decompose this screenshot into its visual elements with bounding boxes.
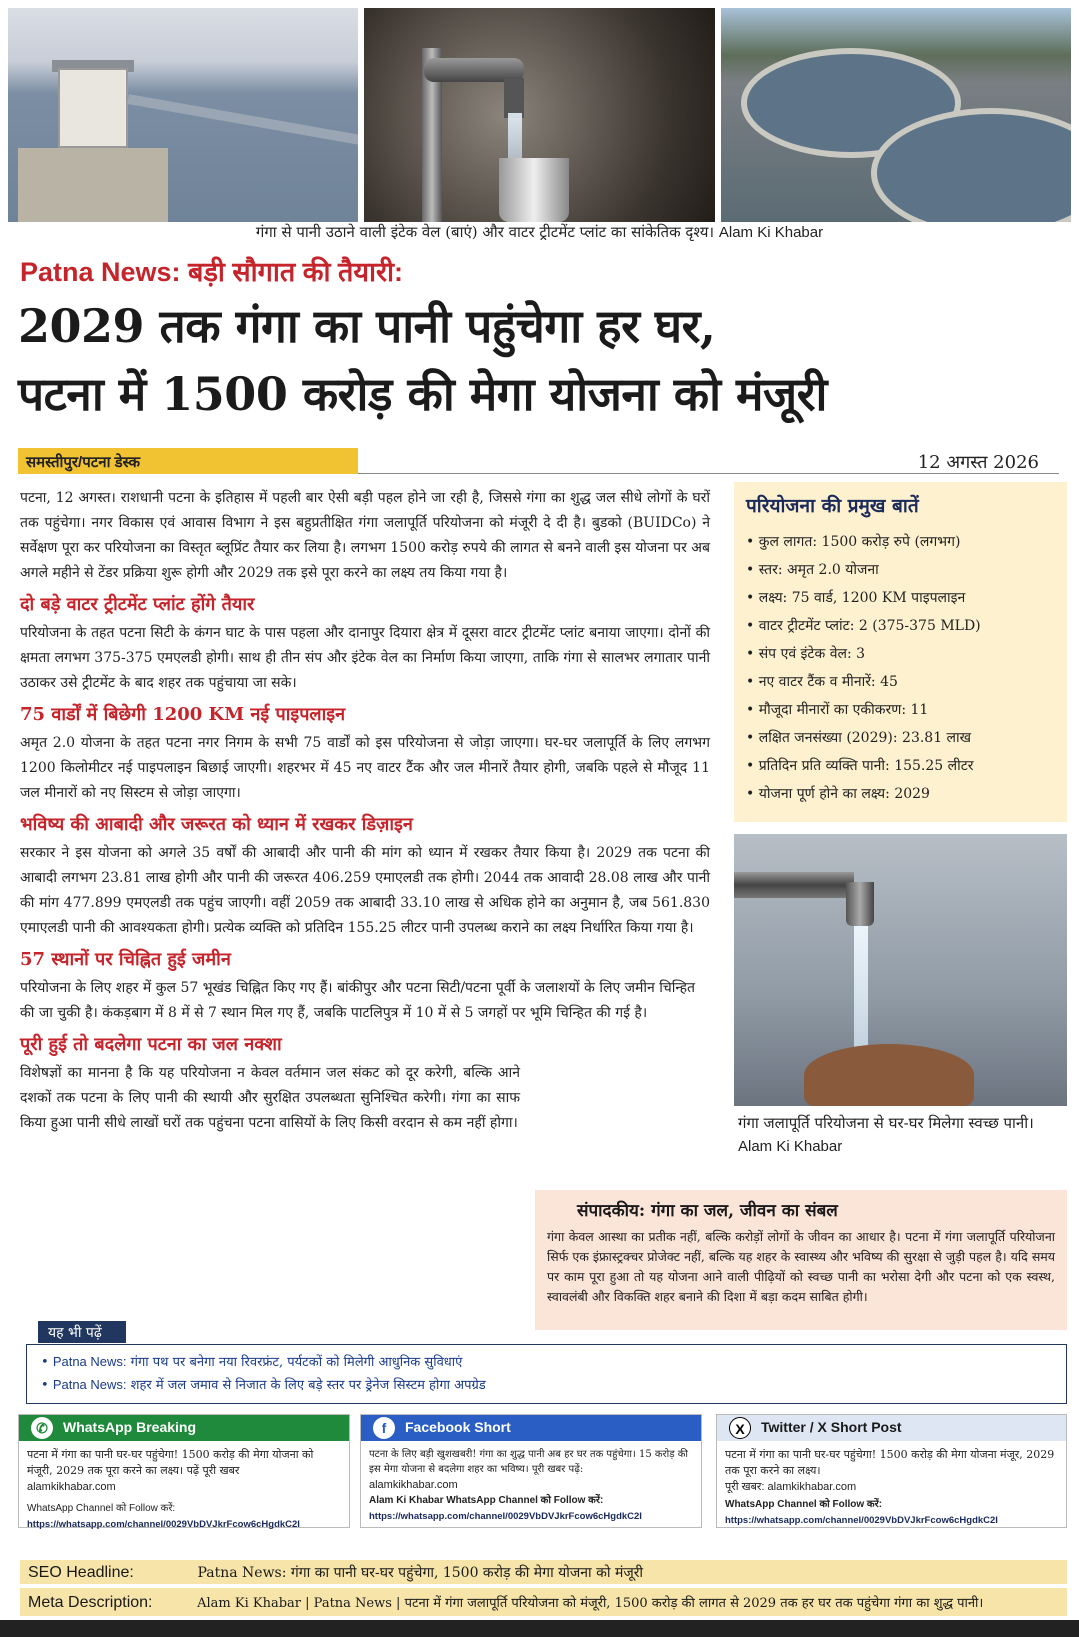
highlight-item: • नए वाटर टैंक व मीनारें: 45: [746, 668, 1055, 696]
section-heading: पूरी हुई तो बदलेगा पटना का जल नक्शा: [20, 1034, 282, 1055]
tap-water-photo: [364, 8, 714, 222]
x-icon: X: [729, 1417, 751, 1439]
link-prefix: Patna News:: [52, 1377, 127, 1392]
article-paragraph: अमृत 2.0 योजना के तहत पटना नगर निगम के सभी 75 वार्डों को इस परियोजना से जोड़ा जाएगा। घर-घर जलापूर्ति के लिए लगभग 1200 किलोमीटर नई पाइपलाइन बिछाई जाएगी। शहरभर में 45 नए वाटर टैंक और जल मीनारें तैयार होगी, जबकि पहले से मौजूद 11 जल मीनारों को नए सिस्टम से जोड़ा जाएगा।: [20, 735, 710, 801]
caption-text: गंगा से पानी उठाने वाली इंटेक वेल (बाएं) और वाटर ट्रीटमेंट प्लांट का सांकेतिक दृश्य।: [255, 223, 715, 241]
card-title: Twitter / X Short Post: [761, 1419, 902, 1435]
editorial-box: [535, 1190, 1067, 1330]
meta-text: Alam Ki Khabar | Patna News | पटना में गंगा जलापूर्ति परियोजना को मंजूरी, 1500 करोड़ की लागत से 2029 तक हर घर तक पहुंचेगा गंगा का शुद्ध पानी।: [197, 1596, 984, 1611]
also-read-link[interactable]: • Patna News: शहर में जल जमाव से निजात के लिए बड़े स्तर पर ड्रेनेज सिस्टम होगा अपग्रेड: [41, 1377, 486, 1393]
seo-headline-bar: [20, 1560, 1067, 1584]
facebook-card: [360, 1414, 702, 1528]
highlights-box: [734, 482, 1067, 822]
top-photo-caption: [0, 222, 1079, 244]
highlight-item: • लक्ष्य: 75 वार्ड, 1200 KM पाइपलाइन: [746, 584, 1055, 612]
facebook-icon: f: [373, 1417, 395, 1439]
article-intro: पटना, 12 अगस्त। राशधानी पटना के इतिहास में पहली बार ऐसी बड़ी पहल होने जा रही है, जिससे गंगा का शुद्ध जल सीधे लोगों के घरों तक पहुंचेगा। नगर विकास एवं आवास विभाग ने इस बहुप्रतीक्षित गंगा जलापूर्ति परियोजना को मंजूरी दे दी है। बुडको (BUIDCo) ने सर्वेक्षण पूरा कर परियोजना का विस्तृत ब्लूप्रिंट तैयार कर लिया है। लगभग 1500 करोड़ रुपये की लागत से बनने वाली इस योजना पर अब अगले महीने से टेंडर प्रक्रिया शुरू होगी और 2029 तक इसे पूरा करने का लक्ष्य तय किया गया है।: [20, 490, 710, 581]
also-read-box: [26, 1344, 1067, 1404]
headline: [18, 292, 1068, 428]
highlight-item: • लक्षित जनसंख्या (2029): 23.81 लाख: [746, 724, 1055, 752]
twitter-card: [716, 1414, 1067, 1528]
card-title: WhatsApp Breaking: [63, 1419, 197, 1435]
whatsapp-card: [18, 1414, 350, 1528]
card-title: Facebook Short: [405, 1419, 511, 1435]
card-link[interactable]: alamkikhabar.com: [369, 1479, 458, 1491]
link-text: शहर में जल जमाव से निजात के लिए बड़े स्तर पर ड्रेनेज सिस्टम होगा अपग्रेड: [130, 1378, 486, 1393]
article-paragraph: सरकार ने इस योजना को अगले 35 वर्षों की आबादी और पानी की मांग को ध्यान में रखकर तैयार किया है। 2029 तक पटना की आबादी लगभग 23.81 लाख होगी और पानी की जरूरत 406.259 एमाएलडी तक होगी। 2044 तक आवादी 28.08 लाख और पानी की मांग 477.899 एमएलडी तक पहुंच जाएगी। वहीं 2059 तक आबादी 33.10 लाख से अधिक होने का अनुमान है, जब 561.830 एमाएलडी पानी की आवश्यकता होगी। प्रत्येक व्यक्ति को प्रतिदिन 155.25 लीटर पानी उपलब्ध कराने का लक्ष्य निर्धारित किया गया है।: [20, 845, 710, 936]
follow-text: WhatsApp Channel को Follow करें:: [725, 1499, 883, 1510]
also-read-link[interactable]: • Patna News: गंगा पथ पर बनेगा नया रिवरफ्रंट, पर्यटकों को मिलेगी आधुनिक सुविधाएं: [41, 1354, 463, 1370]
hands-water-photo: [734, 834, 1067, 1106]
channel-url[interactable]: https://whatsapp.com/channel/0029VbDVJkrFcow6cHgdkC2I: [27, 1519, 300, 1530]
highlight-item: • प्रतिदिन प्रति व्यक्ति पानी: 155.25 लीटर: [746, 752, 1055, 780]
highlight-item: • वाटर ट्रीटमेंट प्लांट: 2 (375-375 MLD): [746, 612, 1055, 640]
twitter-header: [717, 1415, 1066, 1441]
article-paragraph: परियोजना के लिए शहर में कुल 57 भूखंड चिह्नित किए गए हैं। बांकीपुर और पटना सिटी/पटना पूर्वी के जलाशयों के लिए जमीन चिन्हित की जा चुकी है। कंकड़बाग में 8 में से 7 स्थान मिल गए हैं, जबकि पाटलिपुत्र में 10 में से 5 जगहों पर भूमि चिन्हित की गई है।: [20, 980, 695, 1021]
kicker: Patna News: बड़ी सौगात की तैयारी:: [20, 257, 404, 287]
whatsapp-icon: ✆: [31, 1417, 53, 1439]
section-heading: 57 स्थानों पर चिह्नित हुई जमीन: [20, 949, 231, 970]
link-text: गंगा पथ पर बनेगा नया रिवरफ्रंट, पर्यटकों को मिलेगी आधुनिक सुविधाएं: [130, 1355, 463, 1370]
card-text: पटना में गंगा का पानी घर-घर पहुंचेगा! 1500 करोड़ की मेगा योजना को मंजूरी, 2029 तक पूरा करने का लक्ष्य। पढ़ें पूरी खबर: [27, 1448, 314, 1477]
editorial-title: संपादकीय: गंगा का जल, जीवन का संबल: [577, 1201, 838, 1221]
top-photo-strip: [8, 8, 1071, 222]
article-body: [20, 486, 710, 1142]
follow-text: Alam Ki Khabar WhatsApp Channel को Follow करें:: [369, 1495, 604, 1506]
intake-well-photo: [8, 8, 358, 222]
channel-url[interactable]: https://whatsapp.com/channel/0029VbDVJkrFcow6cHgdkC2I: [369, 1511, 642, 1522]
article-paragraph: परियोजना के तहत पटना सिटी के कंगन घाट के पास पहला और दानापुर दियारा क्षेत्र में दूसरा वाटर ट्रीटमेंट प्लांट बनाया जाएगा। दोनों की क्षमता लगभग 375-375 एमएलडी होगी। साथ ही तीन संप और इंटेक वेल का निर्माण किया जाएगा, ताकि गंगा से सालभर लगातार पानी उठाकर उसे ट्रीटमेंट के बाद शहर तक पहुंचाया जा सके।: [20, 625, 710, 691]
card-text: पटना के लिए बड़ी खुशखबरी! गंगा का शुद्ध पानी अब हर घर तक पहुंचेगा। 15 करोड़ की इस मेगा योजना से बदलेगा शहर का भविष्य। पूरी खबर पढ़ें:: [369, 1449, 689, 1475]
bottom-bar: [0, 1620, 1079, 1637]
treatment-plant-photo: [721, 8, 1071, 222]
highlight-item: • कुल लागत: 1500 करोड़ रुपे (लगभग): [746, 528, 1055, 556]
headline-line-2: पटना में 1500 करोड़ की मेगा योजना को मंजूरी: [18, 367, 827, 421]
highlights-title: परियोजना की प्रमुख बातें: [746, 495, 919, 517]
card-text: पटना में गंगा का पानी घर-घर पहुंचेगा! 1500 करोड़ की मेगा योजना मंजूर, 2029 तक पूरा करने का लक्ष्य।: [725, 1448, 1055, 1477]
meta-description-bar: [20, 1588, 1067, 1616]
card-link[interactable]: alamkikhabar.com: [27, 1481, 116, 1493]
article-paragraph: विशेषज्ञों का मानना है कि यह परियोजना न केवल वर्तमान जल संकट को दूर करेगी, बल्कि आने दशकों तक पटना के लिए पानी की स्थायी और सुरक्षित उपलब्धता सुनिश्चित करेगी। गंगा का साफ किया हुआ पानी सीधे लाखों घरों तक पहुंचना पटना वासियों के लिए किसी वरदान से कम नहीं होगा।: [20, 1065, 520, 1131]
follow-text: WhatsApp Channel को Follow करें:: [27, 1503, 176, 1514]
channel-url[interactable]: https://whatsapp.com/channel/0029VbDVJkrFcow6cHgdkC2I: [725, 1515, 998, 1526]
editorial-text: गंगा केवल आस्था का प्रतीक नहीं, बल्कि करोड़ों लोगों के जीवन का आधार है। पटना में गंगा जलापूर्ति परियोजना सिर्फ एक इंफ्रास्ट्रक्चर प्रोजेक्ट नहीं, बल्कि यह शहर के स्वास्थ्य और भविष्य की सुरक्षा से जुड़ी पहल है। यदि समय पर काम पूरा हुआ तो यह योजना आने वाली पीढ़ियों को स्वच्छ पानी का भरोसा देगी और पटना को एक स्वस्थ, स्वावलंबी और विकक्ति शहर बनाने की दिशा में बड़ा कदम साबित होगी।: [547, 1229, 1055, 1304]
section-heading: 75 वार्डों में बिछेगी 1200 KM नई पाइपलाइन: [20, 704, 346, 725]
seo-text: Patna News: गंगा का पानी घर-घर पहुंचेगा, 1500 करोड़ की मेगा योजना को मंजूरी: [197, 1565, 644, 1581]
whatsapp-header: [19, 1415, 349, 1441]
card-link[interactable]: पूरी खबर: alamkikhabar.com: [725, 1481, 857, 1493]
link-prefix: Patna News:: [52, 1354, 127, 1369]
highlight-item: • संप एवं इंटेक वेल: 3: [746, 640, 1055, 668]
headline-line-1: 2029 तक गंगा का पानी पहुंचेगा हर घर,: [18, 299, 716, 353]
dateline: 12 अगस्त 2026: [917, 452, 1039, 473]
caption-brand: Alam Ki Khabar: [738, 1138, 843, 1155]
section-heading: दो बड़े वाटर ट्रीटमेंट प्लांट होंगे तैयार: [20, 594, 255, 615]
section-heading: भविष्य की आबादी और जरूरत को ध्यान में रखकर डिज़ाइन: [20, 814, 413, 835]
caption-text: गंगा जलापूर्ति परियोजना से घर-घर मिलेगा स्वच्छ पानी।: [738, 1114, 1034, 1132]
highlight-item: • स्तर: अमृत 2.0 योजना: [746, 556, 1055, 584]
photo-caption: [738, 1112, 1058, 1158]
also-read-tag: यह भी पढ़ें: [38, 1321, 126, 1343]
highlight-item: • मौजूदा मीनारों का एकीकरण: 11: [746, 696, 1055, 724]
highlight-item: • योजना पूर्ण होने का लक्ष्य: 2029: [746, 780, 1055, 808]
highlights-list: [746, 528, 1055, 808]
caption-brand: Alam Ki Khabar: [718, 224, 824, 241]
desk-label: समस्तीपुर/पटना डेस्क: [18, 448, 358, 474]
seo-label: SEO Headline:: [28, 1564, 134, 1581]
meta-label: Meta Description:: [28, 1594, 153, 1611]
facebook-header: [361, 1415, 701, 1441]
